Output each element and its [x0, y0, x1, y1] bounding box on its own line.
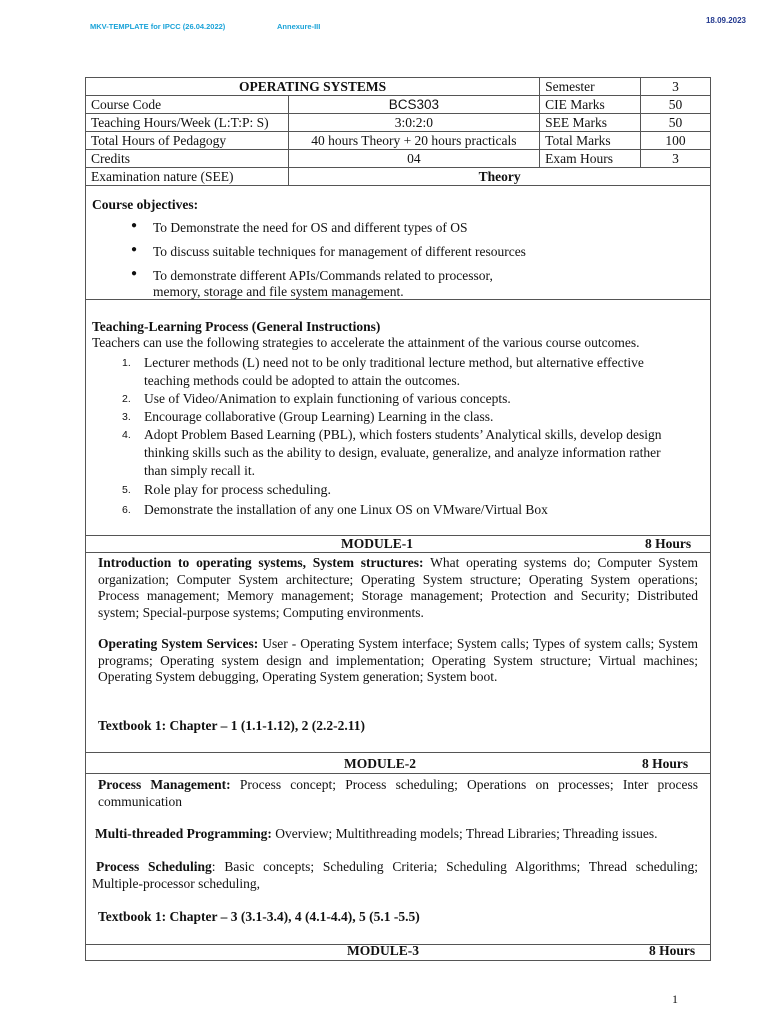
objective-item: ● To Demonstrate the need for OS and different types of OS	[131, 220, 468, 235]
teaching-hours-value: 3:0:2:0	[288, 114, 540, 132]
exam-hours-value: 3	[641, 150, 711, 168]
module-2-paragraph-3: Process Scheduling: Basic concepts; Scheduling Criteria; Scheduling Algorithms; Thread scheduling; Multiple-processor scheduling,	[92, 859, 698, 891]
course-objectives-section	[85, 181, 711, 300]
tlp-item: 5. Role play for process scheduling.	[122, 483, 332, 498]
annexure-label: Annexure-III	[277, 22, 321, 31]
credits-value: 04	[288, 150, 540, 168]
module-3-title: MODULE-3	[347, 943, 419, 958]
credits-label: Credits	[86, 150, 289, 168]
tlp-item: 3. Encourage collaborative (Group Learning) Learning in the class.	[122, 409, 494, 424]
tlp-item: 1. Lecturer methods (L) need not to be only traditional lecture method, but alternative effective teaching methods could be adopted to attain the outcomes.	[122, 355, 644, 388]
module-1-header	[85, 535, 711, 553]
objective-item: ● To demonstrate different APIs/Commands related to processor,	[131, 268, 493, 283]
total-marks-value: 100	[641, 132, 711, 150]
module-1-body	[85, 552, 711, 753]
module-2-header	[85, 751, 711, 774]
tlp-item: 6. Demonstrate the installation of any one Linux OS on VMware/Virtual Box	[122, 502, 548, 517]
see-marks-label: SEE Marks	[540, 114, 641, 132]
module-2-title: MODULE-2	[344, 756, 416, 771]
module-2-textbook: Textbook 1: Chapter – 3 (3.1-3.4), 4 (4.1-4.4), 5 (5.1 -5.5)	[98, 909, 420, 924]
document-date: 18.09.2023	[705, 16, 746, 25]
pedagogy-hours-value: 40 hours Theory + 20 hours practicals	[288, 132, 540, 150]
total-marks-label: Total Marks	[540, 132, 641, 150]
module-3-header	[85, 943, 711, 961]
page-number: 1	[672, 992, 678, 1006]
objective-item: ● To discuss suitable techniques for management of different resources	[131, 244, 526, 259]
exam-nature-label: Examination nature (SEE)	[86, 168, 289, 186]
exam-hours-label: Exam Hours	[540, 150, 641, 168]
tlp-intro: Teachers can use the following strategies to accelerate the attainment of the various course outcomes.	[92, 335, 640, 350]
tlp-item: 2. Use of Video/Animation to explain functioning of various concepts.	[122, 391, 511, 406]
module-2-paragraph-1: Process Management: Process concept; Process scheduling; Operations on processes; Inter process communication	[98, 777, 698, 809]
semester-label: Semester	[540, 78, 641, 96]
course-info-table	[85, 77, 711, 186]
see-marks-value: 50	[641, 114, 711, 132]
exam-nature-value: Theory	[288, 168, 710, 186]
module-1-paragraph-1: Introduction to operating systems, System structures: What operating systems do; Computer System organization; Computer System architecture; Operating System structure; Operating System operations; Process management; Memory management; Storage management; Protection and Security; Distributed system; Special-purpose systems; Computing environments.	[98, 555, 698, 620]
tlp-item: 4. Adopt Problem Based Learning (PBL), which fosters students’ Analytical skills, develop design thinking skills such as the ability to design, evaluate, generalize, and analyze information rather than simply recall it.	[122, 427, 662, 478]
pedagogy-hours-label: Total Hours of Pedagogy	[86, 132, 289, 150]
module-2-hours: 8 Hours	[642, 756, 689, 771]
tlp-heading: Teaching-Learning Process (General Instructions)	[92, 319, 381, 334]
cie-marks-value: 50	[641, 96, 711, 114]
module-2-paragraph-2: Multi-threaded Programming: Overview; Multithreading models; Thread Libraries; Threading issues.	[95, 826, 658, 841]
module-1-paragraph-2: Operating System Services: User - Operating System interface; System calls; Types of system calls; System programs; Operating system design and implementation; Operating System structure; Virtual machines; Operating System debugging, Operating System generation; System boot.	[98, 636, 698, 684]
course-code-label: Course Code	[86, 96, 289, 114]
teaching-hours-label: Teaching Hours/Week (L:T:P: S)	[86, 114, 289, 132]
objectives-heading: Course objectives:	[92, 197, 199, 212]
cie-marks-label: CIE Marks	[540, 96, 641, 114]
module-2-body	[85, 773, 711, 945]
module-3-hours: 8 Hours	[649, 943, 696, 958]
template-label: MKV-TEMPLATE for IPCC (26.04.2022)	[90, 22, 226, 31]
course-code-value: BCS303	[288, 96, 540, 114]
semester-value: 3	[641, 78, 711, 96]
teaching-learning-section	[85, 299, 711, 536]
module-1-textbook: Textbook 1: Chapter – 1 (1.1-1.12), 2 (2.2-2.11)	[98, 718, 365, 733]
objective-item-continued: memory, storage and file system management.	[153, 284, 404, 299]
module-1-title: MODULE-1	[341, 536, 413, 551]
module-1-hours: 8 Hours	[645, 536, 692, 551]
course-title: OPERATING SYSTEMS	[86, 78, 540, 96]
